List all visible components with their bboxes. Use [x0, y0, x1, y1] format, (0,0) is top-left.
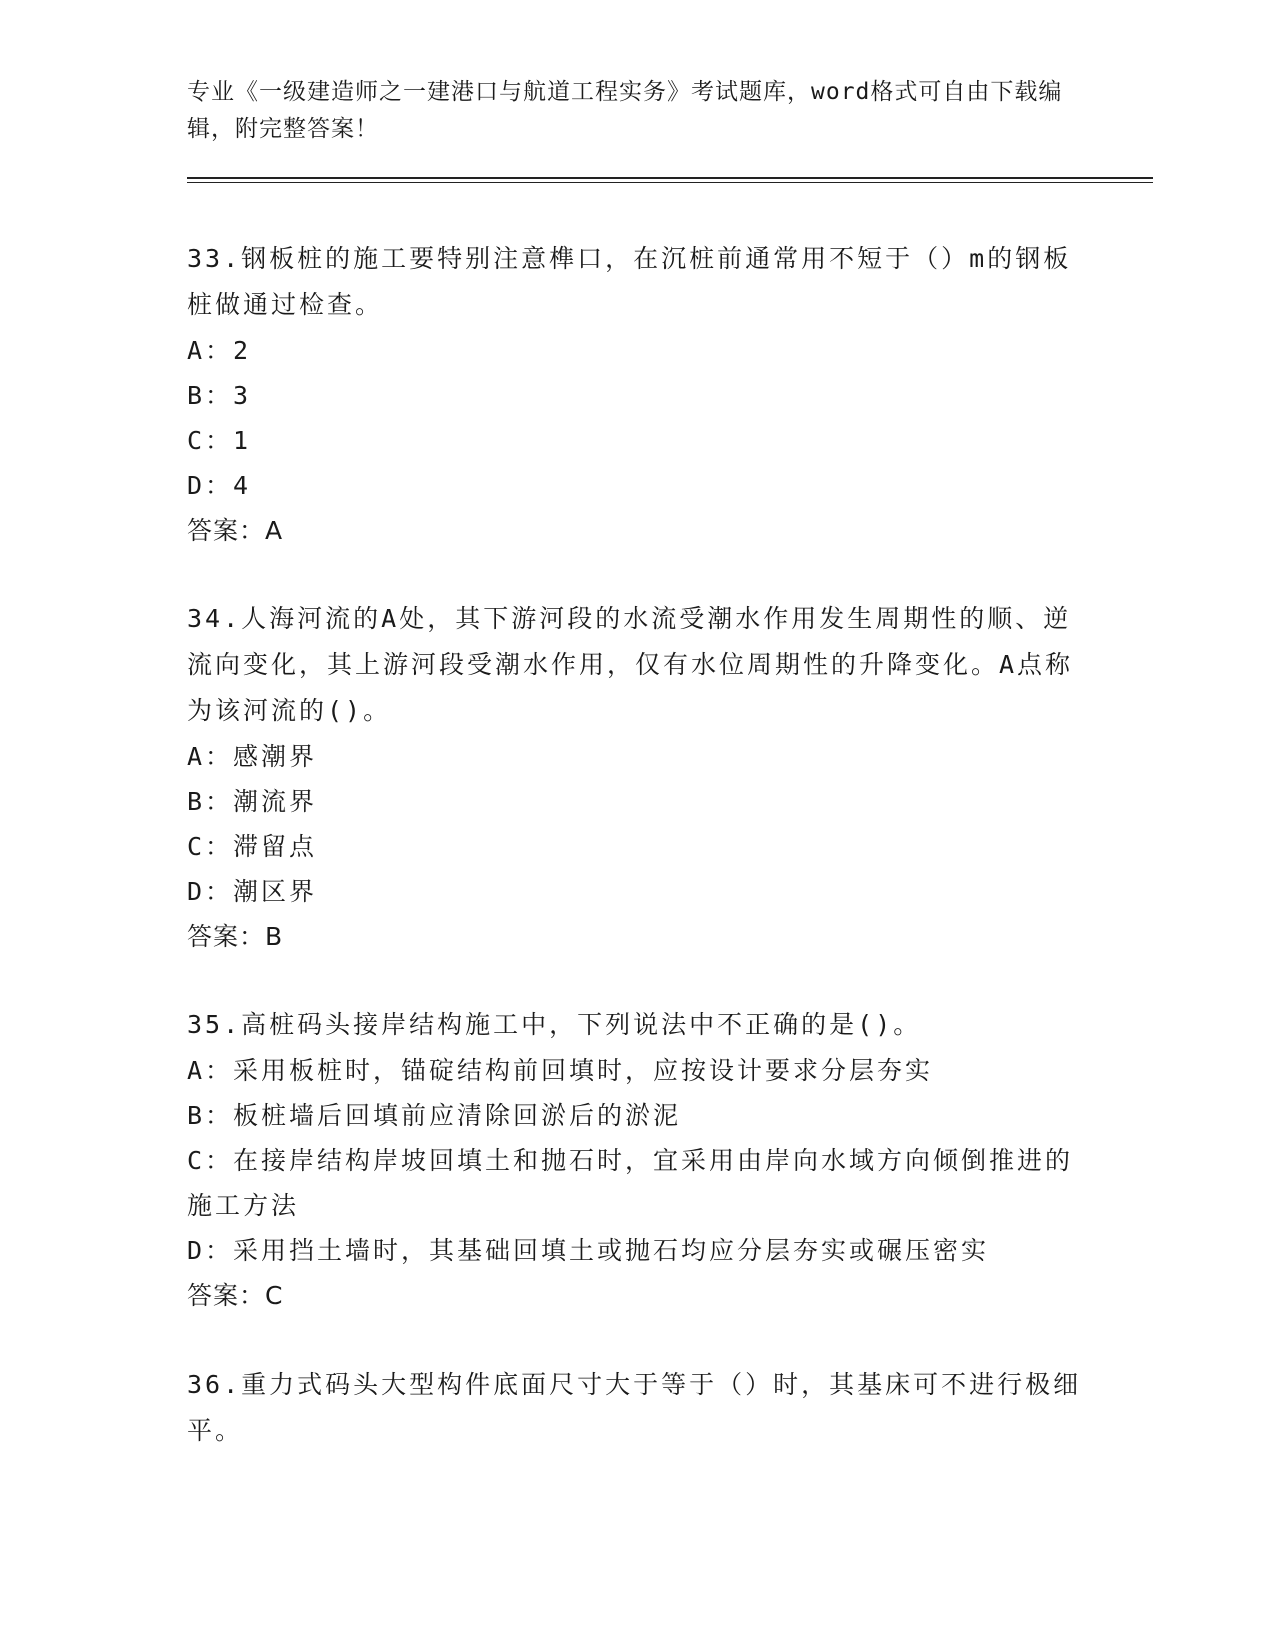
option-c: C：1: [187, 426, 252, 455]
option-a: A：2: [187, 336, 252, 365]
question-stem: 34.人海河流的A处，其下游河段的水流受潮水作用发生周期性的顺、逆流向变化，其上游河段受潮水作用，仅有水位周期性的升降变化。A点称为该河流的()。: [187, 604, 1074, 725]
question-34: [187, 596, 1087, 960]
question-35: [187, 1002, 1087, 1319]
question-list: [187, 236, 1087, 1497]
option-list: [187, 328, 1087, 508]
question-36: [187, 1362, 1087, 1454]
option-list: [187, 734, 1087, 914]
document-header: 专业《一级建造师之一建港口与航道工程实务》考试题库，word格式可自由下载编辑，附完整答案！: [187, 79, 1063, 142]
answer-line: 答案：A: [187, 516, 284, 545]
question-stem: 33.钢板桩的施工要特别注意榫口，在沉桩前通常用不短于（）m的钢板桩做通过检查。: [187, 244, 1072, 319]
header-divider-thin: [187, 182, 1153, 183]
option-a: A：感潮界: [187, 742, 318, 771]
header-divider: [187, 177, 1153, 179]
option-b: B：3: [187, 381, 252, 410]
option-d: D：采用挡土墙时，其基础回填土或抛石均应分层夯实或碾压密实: [187, 1236, 990, 1265]
question-stem: 36.重力式码头大型构件底面尺寸大于等于（）时，其基床可不进行极细平。: [187, 1370, 1082, 1445]
question-stem: 35.高桩码头接岸结构施工中，下列说法中不正确的是()。: [187, 1010, 922, 1039]
option-d: D：潮区界: [187, 877, 318, 906]
option-list: [187, 1048, 1087, 1273]
option-c: C：滞留点: [187, 832, 318, 861]
option-b: B：潮流界: [187, 787, 318, 816]
answer-line: 答案：C: [187, 1281, 284, 1310]
question-33: [187, 236, 1087, 554]
option-c: C：在接岸结构岸坡回填土和抛石时，宜采用由岸向水域方向倾倒推进的施工方法: [187, 1146, 1074, 1220]
option-a: A：采用板桩时，锚碇结构前回填时，应按设计要求分层夯实: [187, 1056, 934, 1085]
option-d: D：4: [187, 471, 252, 500]
answer-line: 答案：B: [187, 922, 284, 951]
option-b: B：板桩墙后回填前应清除回淤后的淤泥: [187, 1101, 682, 1130]
